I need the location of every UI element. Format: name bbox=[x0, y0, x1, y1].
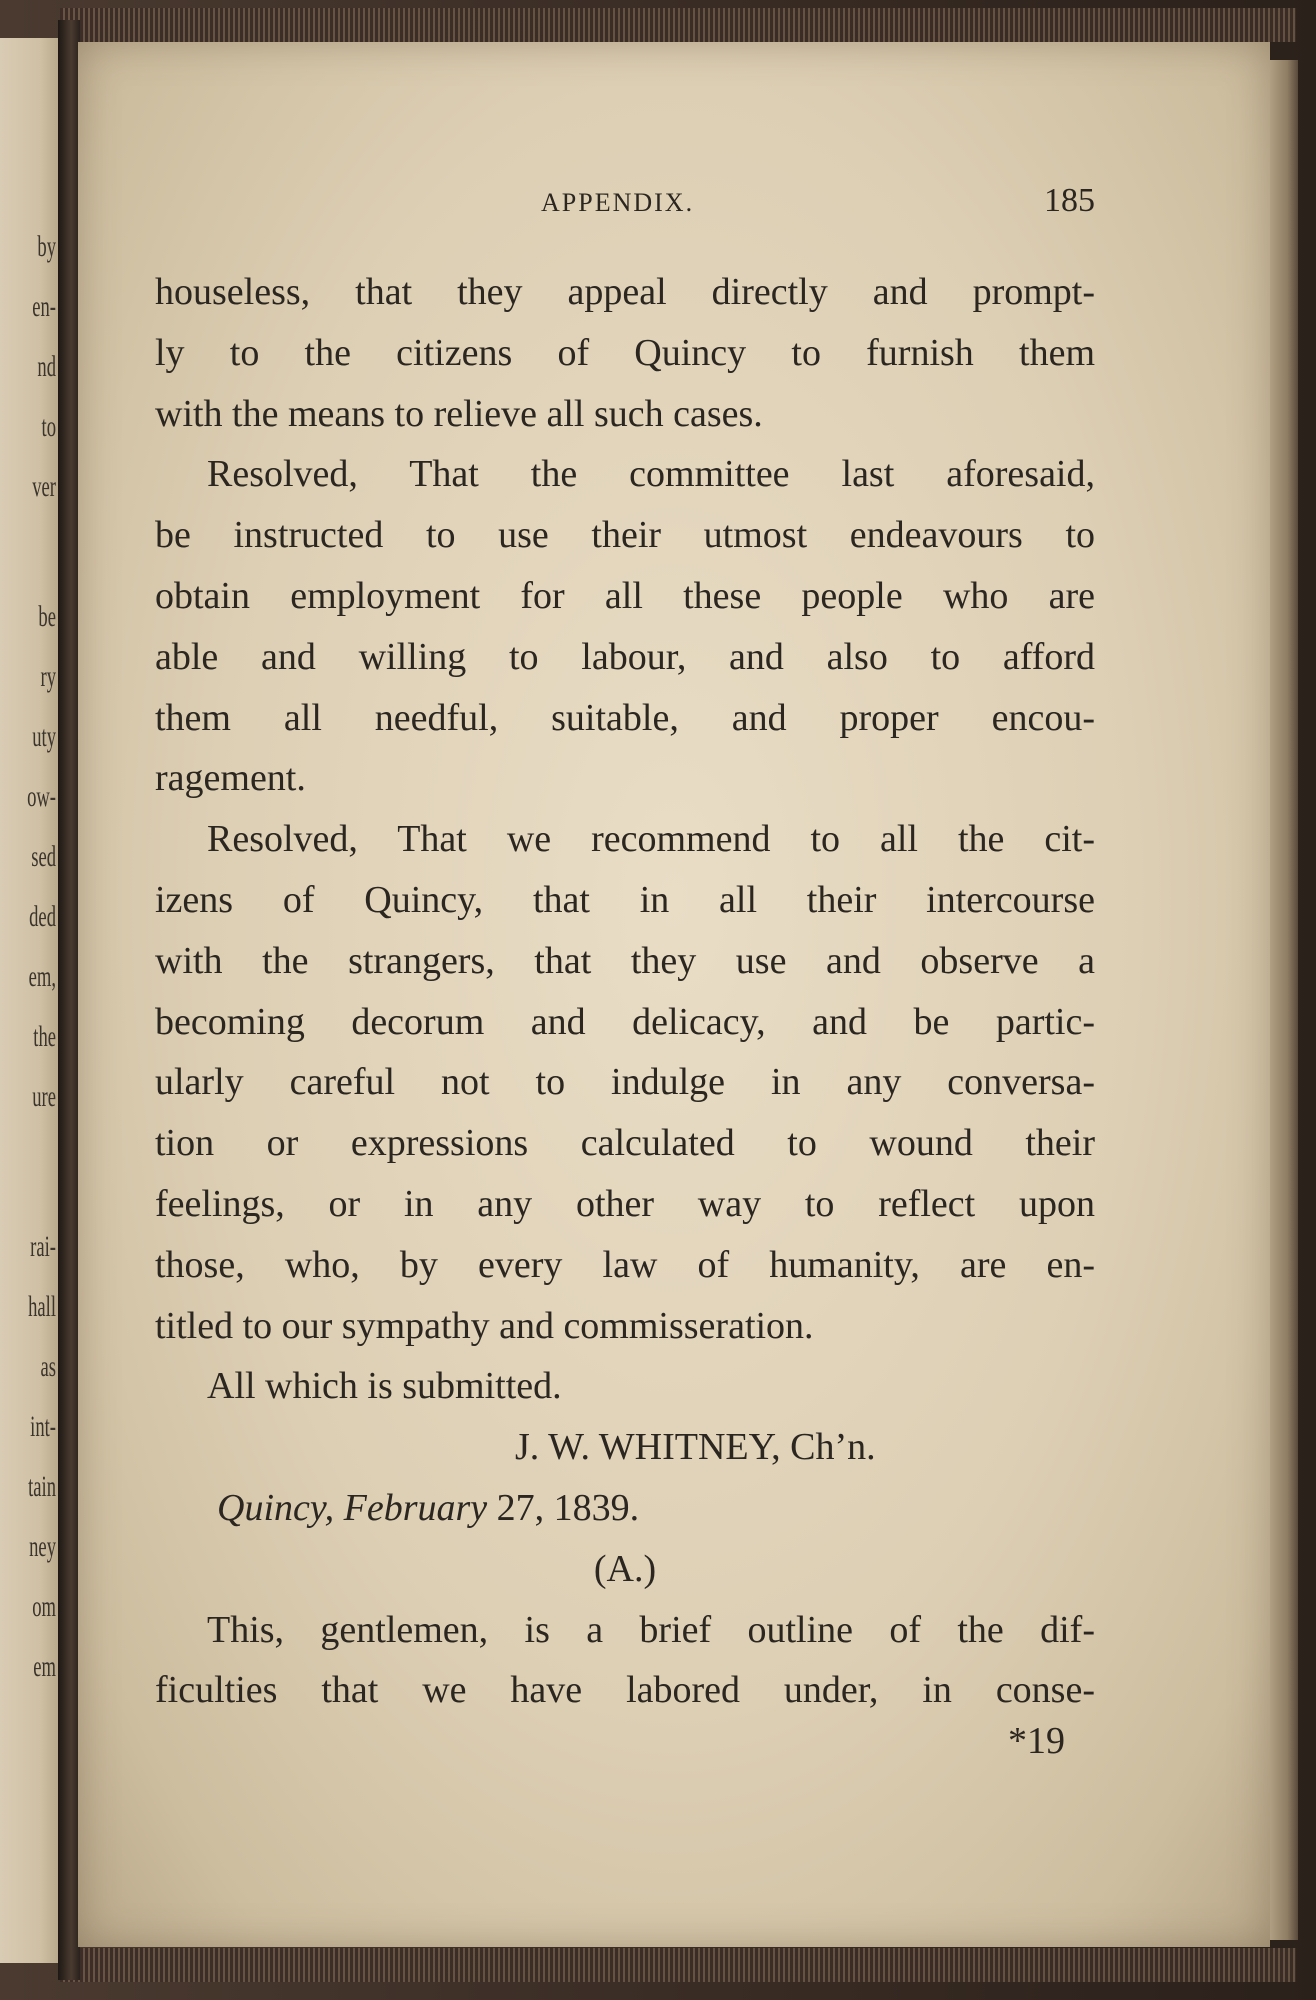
text-line: Resolved, That we recommend to all the cit- bbox=[207, 818, 1095, 861]
left-page-fragment: ver bbox=[32, 470, 56, 503]
text-line: obtain employment for all these people who are bbox=[155, 574, 1095, 617]
paragraph-1 bbox=[155, 262, 1095, 444]
text-line: ficulties that we have labored under, in conse- bbox=[155, 1669, 1095, 1712]
text-line: Resolved, That the committee last aforesaid, bbox=[207, 453, 1095, 496]
text-line: ragement. bbox=[155, 757, 306, 800]
closing-line: All which is submitted. bbox=[207, 1365, 562, 1408]
dateline-place: Quincy, February bbox=[217, 1486, 488, 1529]
text-line: houseless, that they appeal directly and prompt- bbox=[155, 271, 1095, 313]
left-page-fragment: rai- bbox=[30, 1230, 56, 1263]
page-text bbox=[155, 262, 1095, 1761]
text-line: tion or expressions calculated to wound their bbox=[155, 1122, 1095, 1165]
left-page-fragment: en- bbox=[32, 290, 56, 323]
paragraph-4 bbox=[155, 1600, 1095, 1722]
left-page-fragment: ded bbox=[29, 900, 56, 933]
text-line: with the means to relieve all such cases. bbox=[155, 392, 763, 435]
left-page-fragment: be bbox=[38, 600, 56, 633]
text-line: ularly careful not to indulge in any conversa- bbox=[155, 1061, 1095, 1104]
running-title: APPENDIX. bbox=[541, 188, 695, 217]
signature: J. W. WHITNEY, Ch’n. bbox=[515, 1426, 876, 1469]
left-page-fragment: hall bbox=[28, 1290, 56, 1323]
dateline bbox=[155, 1478, 1095, 1539]
text-line: feelings, or in any other way to reflect upon bbox=[155, 1182, 1095, 1225]
left-page-fragment: int- bbox=[30, 1410, 56, 1443]
left-page-fragment: ow- bbox=[27, 780, 56, 813]
bottom-cloth-edge bbox=[60, 1948, 1296, 1982]
page-number: 185 bbox=[1044, 182, 1095, 219]
left-page-fragment: ure bbox=[32, 1080, 56, 1113]
section-mark: (A.) bbox=[593, 1547, 657, 1590]
signature-mark: *19 bbox=[1008, 1720, 1065, 1763]
left-page-fragment: tain bbox=[28, 1470, 56, 1503]
left-page-fragment: em, bbox=[28, 960, 56, 993]
left-page-fragment: ney bbox=[29, 1530, 56, 1563]
text-line: izens of Quincy, that in all their intercourse bbox=[155, 878, 1095, 921]
top-cloth-edge bbox=[60, 8, 1296, 42]
paragraph-3 bbox=[155, 809, 1095, 1356]
text-line: with the strangers, that they use and observe a bbox=[155, 939, 1095, 982]
left-page-fragment: em bbox=[33, 1650, 56, 1683]
left-page-fragment: nd bbox=[37, 350, 56, 383]
paragraph-2 bbox=[155, 444, 1095, 809]
left-page-fragment: as bbox=[40, 1350, 56, 1383]
text-line: becoming decorum and delicacy, and be partic- bbox=[155, 1000, 1095, 1043]
text-line: be instructed to use their utmost endeavours to bbox=[155, 514, 1095, 557]
text-line: those, who, by every law of humanity, are en- bbox=[155, 1243, 1095, 1286]
left-page-fragment: om bbox=[32, 1590, 56, 1623]
left-page-fragment: sed bbox=[31, 840, 56, 873]
spine-gutter bbox=[58, 20, 80, 1980]
dateline-year: 27, 1839. bbox=[496, 1486, 640, 1529]
left-page-fragment: to bbox=[41, 410, 56, 443]
text-line: them all needful, suitable, and proper encou- bbox=[155, 696, 1095, 739]
left-page-fragment: uty bbox=[32, 720, 56, 753]
left-page-fragment: by bbox=[37, 230, 56, 263]
text-line: ly to the citizens of Quincy to furnish them bbox=[155, 331, 1095, 374]
left-facing-page bbox=[0, 38, 58, 1963]
text-line: titled to our sympathy and commisseration. bbox=[155, 1304, 814, 1347]
left-page-fragment: the bbox=[33, 1020, 56, 1053]
text-line: able and willing to labour, and also to afford bbox=[155, 635, 1095, 678]
text-line: This, gentlemen, is a brief outline of the dif- bbox=[207, 1608, 1095, 1651]
running-head bbox=[155, 182, 1095, 232]
left-page-fragment: ry bbox=[40, 660, 56, 693]
